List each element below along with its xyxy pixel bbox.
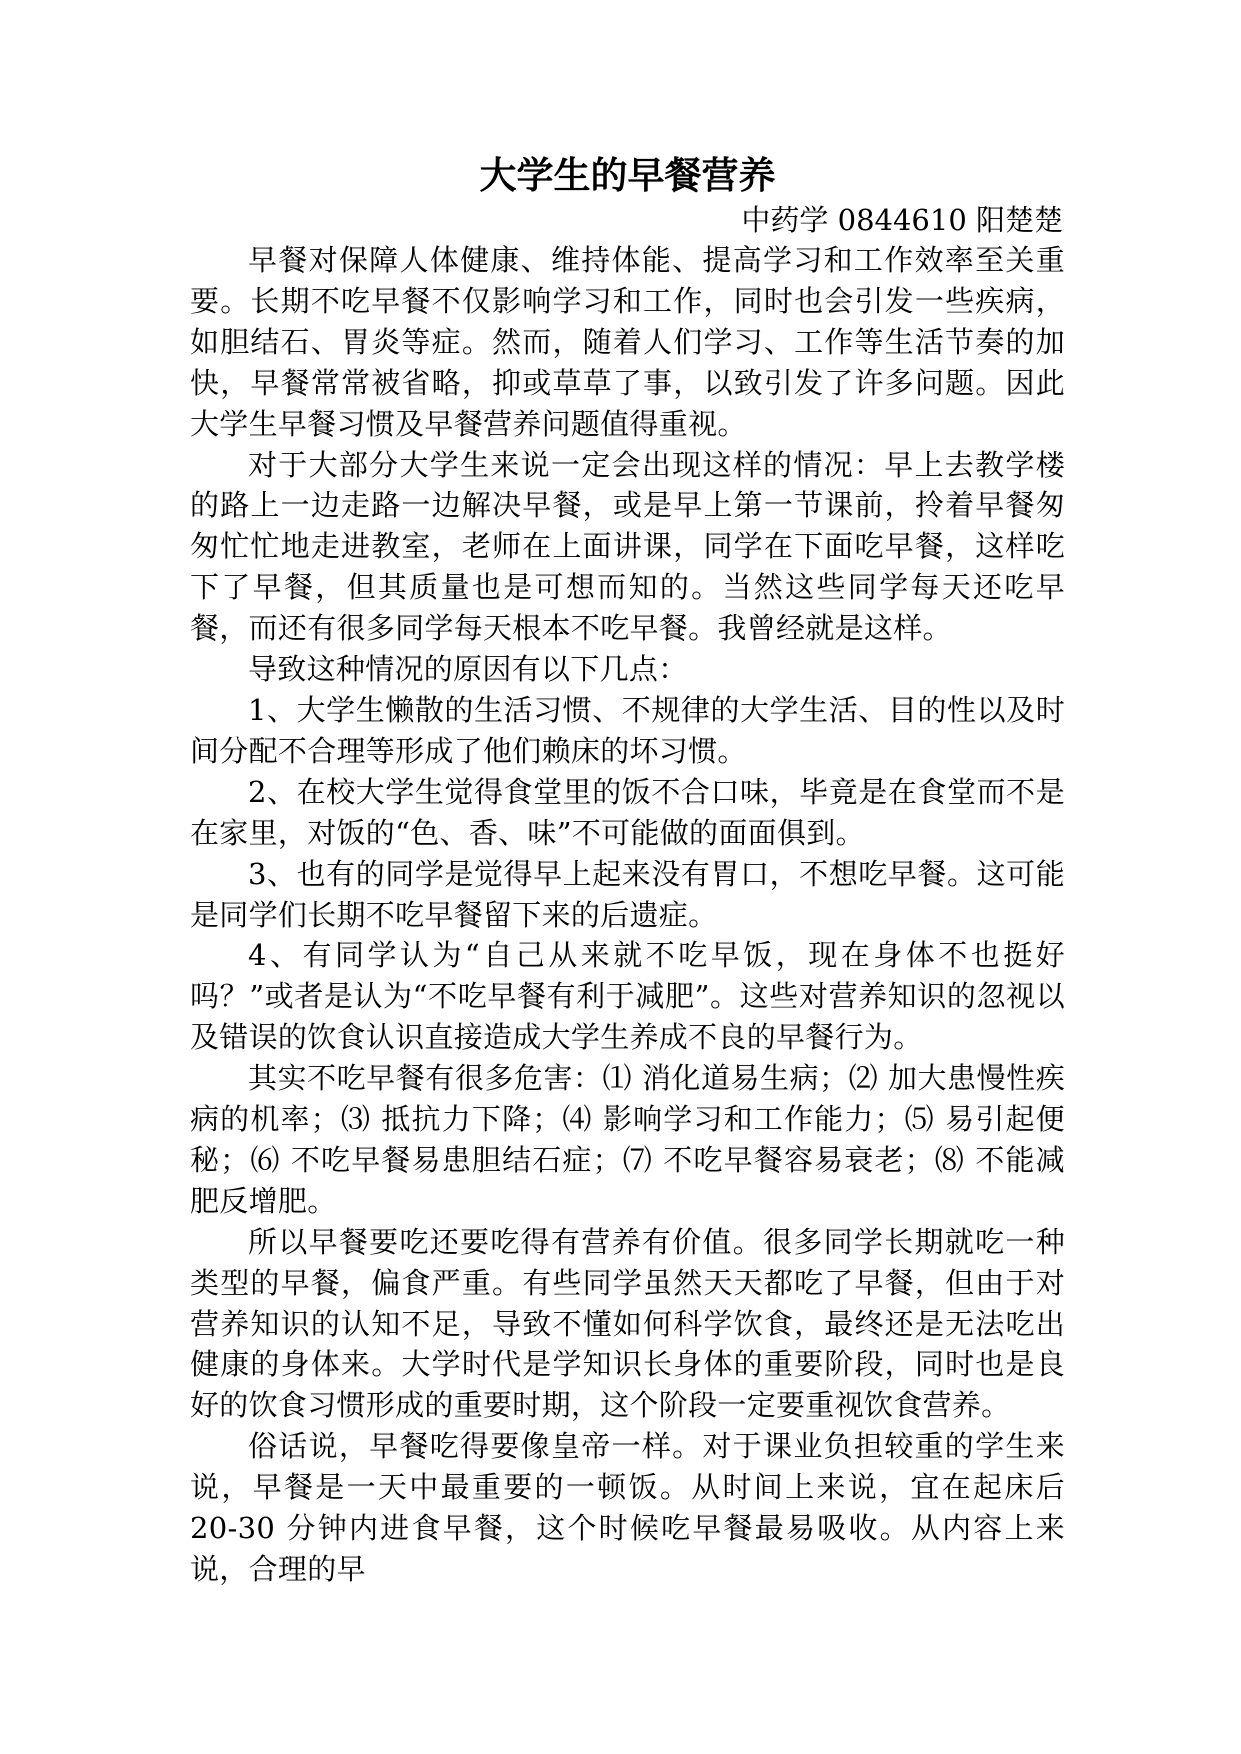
- paragraph-reason-3: 3、也有的同学是觉得早上起来没有胃口，不想吃早餐。这可能是同学们长期不吃早餐留下来的后遗症。: [190, 856, 1065, 932]
- paragraph-reasons-heading: 导致这种情况的原因有以下几点：: [248, 652, 688, 687]
- paragraph-harms: 其实不吃早餐有很多危害：⑴ 消化道易生病；⑵ 加大患慢性疾病的机率；⑶ 抵抗力下降；⑷ 影响学习和工作能力；⑸ 易引起便秘；⑹ 不吃早餐易患胆结石症；⑺ 不吃早餐容易衰老；⑻ 不能减肥反增肥。: [190, 1061, 1065, 1218]
- paragraph-nutrition: 所以早餐要吃还要吃得有营养有价值。很多同学长期就吃一种类型的早餐，偏食严重。有些同学虽然天天都吃了早餐，但由于对营养知识的认知不足，导致不懂如何科学饮食，最终还是无法吃出健康的身体来。大学时代是学知识长身体的重要阶段，同时也是良好的饮食习惯形成的重要时期，这个阶段一定要重视饮食营养。: [190, 1224, 1065, 1423]
- document-title: 大学生的早餐营养: [479, 153, 776, 197]
- paragraph-reason-1: 1、大学生懒散的生活习惯、不规律的大学生活、目的性以及时间分配不合理等形成了他们赖床的坏习惯。: [190, 692, 1065, 768]
- paragraph-reason-4: 4、有同学认为“自己从来就不吃早饭，现在身体不也挺好吗？”或者是认为“不吃早餐有利于减肥”。这些对营养知识的忽视以及错误的饮食认识直接造成大学生养成不良的早餐行为。: [190, 938, 1065, 1055]
- paragraph-situation: 对于大部分大学生来说一定会出现这样的情况：早上去教学楼的路上一边走路一边解决早餐，或是早上第一节课前，拎着早餐匆匆忙忙地走进教室，老师在上面讲课，同学在下面吃早餐，这样吃下了早餐，但其质量也是可想而知的。当然这些同学每天还吃早餐，而还有很多同学每天根本不吃早餐。我曾经就是这样。: [190, 447, 1065, 646]
- paragraph-intro: 早餐对保障人体健康、维持体能、提高学习和工作效率至关重要。长期不吃早餐不仅影响学习和工作，同时也会引发一些疾病，如胆结石、胃炎等症。然而，随着人们学习、工作等生活节奏的加快，早餐常常被省略，抑或草草了事，以致引发了许多问题。因此大学生早餐习惯及早餐营养问题值得重视。: [190, 243, 1065, 441]
- author-line: 中药学 0844610 阳楚楚: [741, 203, 1063, 237]
- document-page: [190, 150, 1065, 1590]
- paragraph-reason-2: 2、在校大学生觉得食堂里的饭不合口味，毕竟是在食堂而不是在家里，对饭的“色、香、味”不可能做的面面俱到。: [190, 774, 1065, 850]
- paragraph-timing: 俗话说，早餐吃得要像皇帝一样。对于课业负担较重的学生来说，早餐是一天中最重要的一顿饭。从时间上来说，宜在起床后 20-30 分钟内进食早餐，这个时候吃早餐最易吸收。从内容上来说，合理的早: [190, 1429, 1065, 1586]
